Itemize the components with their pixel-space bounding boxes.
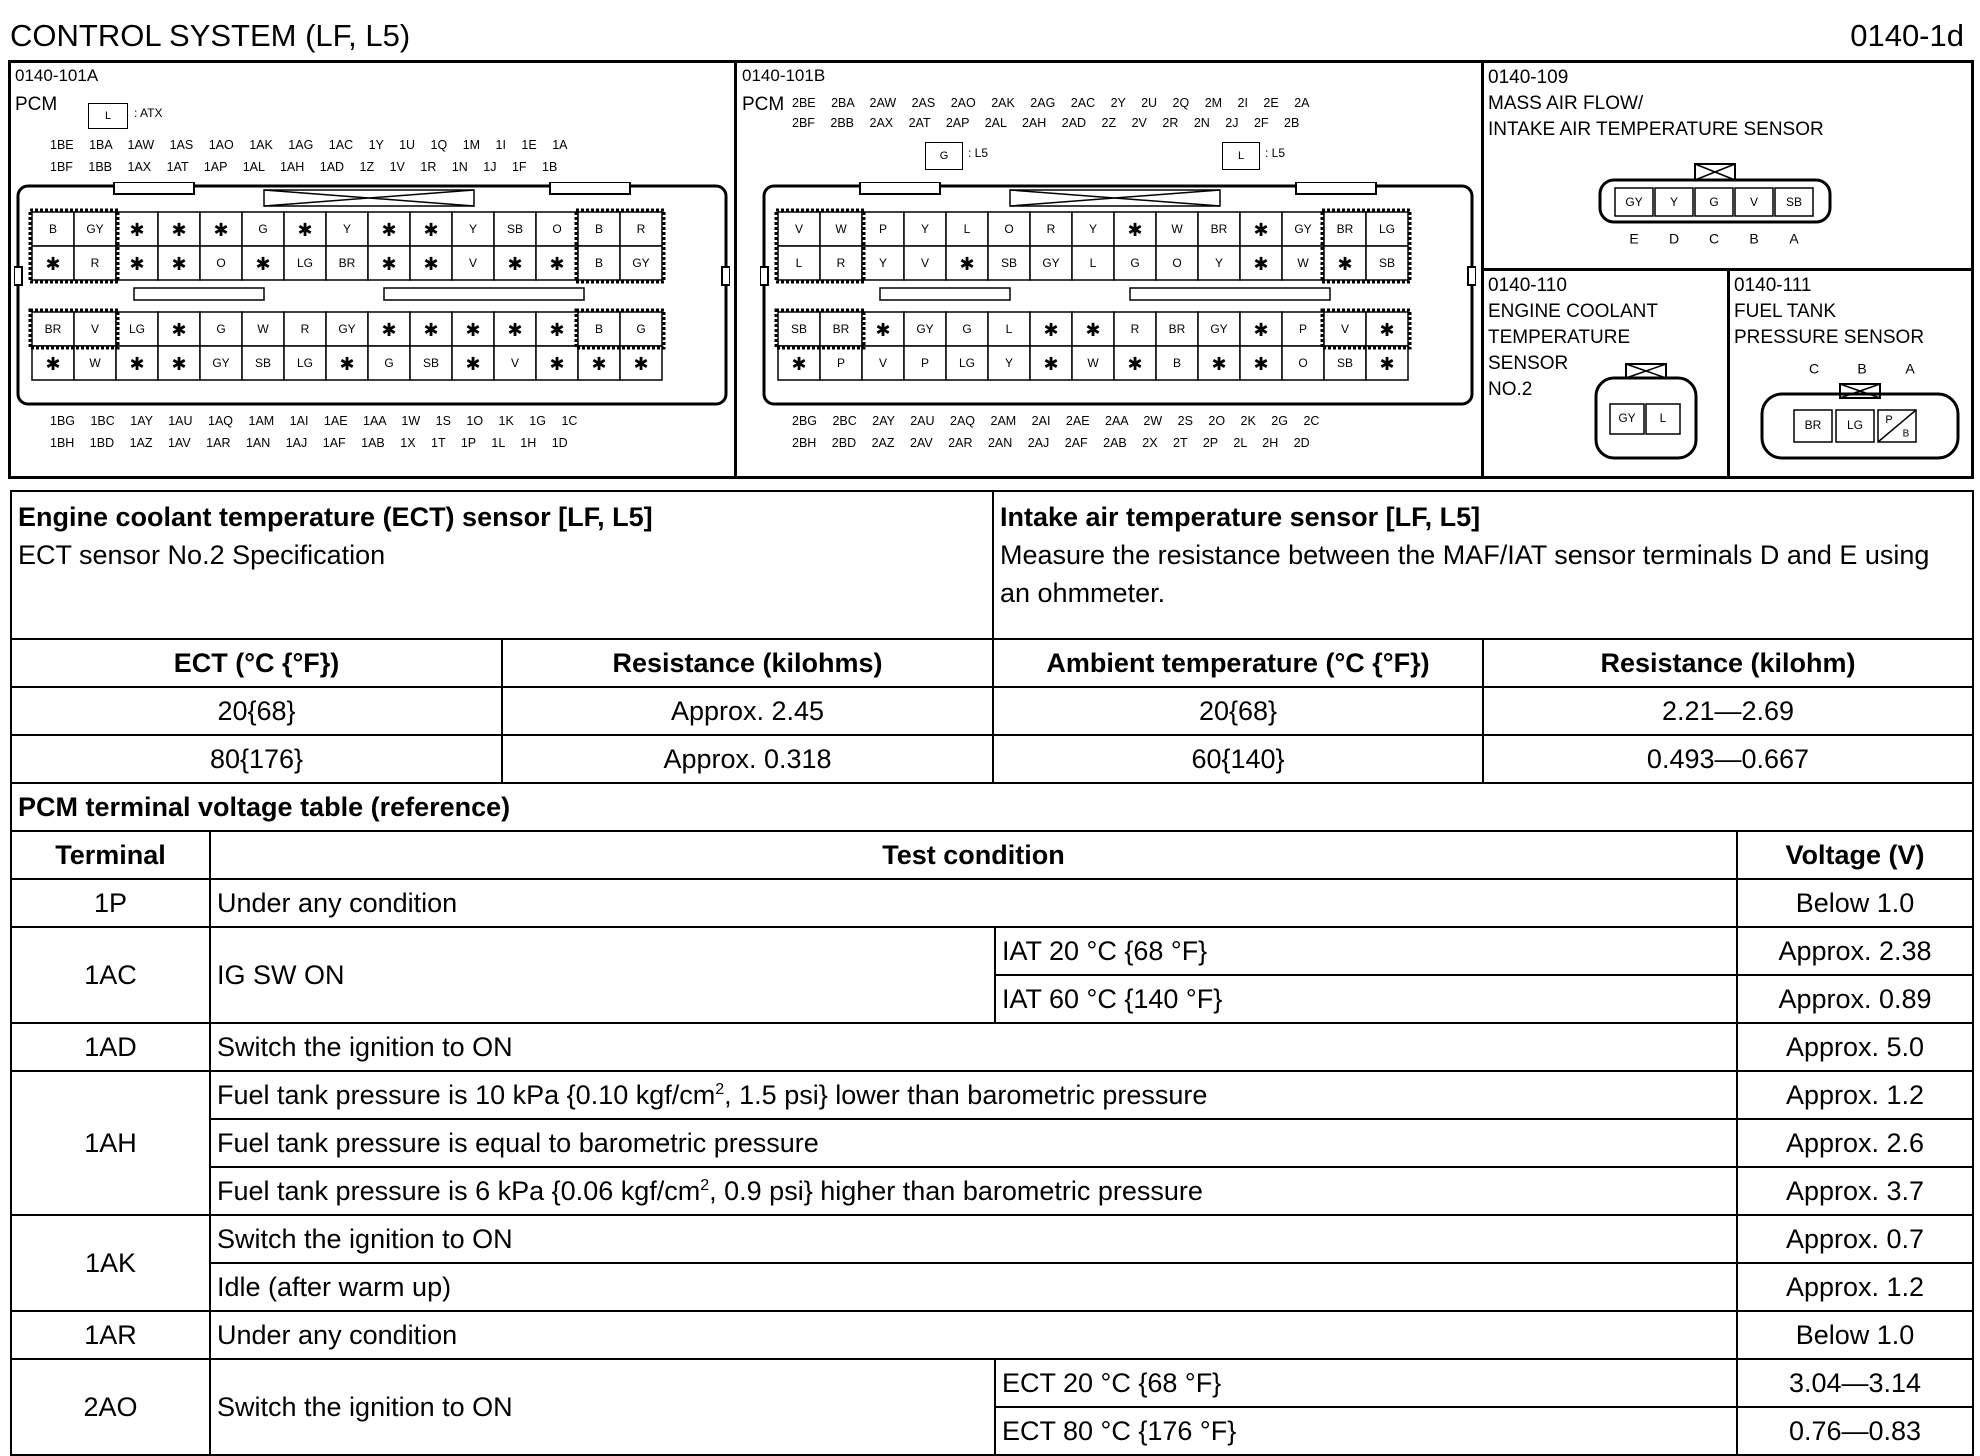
condition-text: , 1.5 psi} lower than barometric pressure (724, 1079, 1208, 1110)
maf-code: 0140-109 (1488, 67, 1569, 88)
conn-a-pin-unused: ✱ (129, 353, 145, 374)
table-row (11, 1023, 1973, 1071)
iat-row2-temp: 60{140} (993, 735, 1483, 783)
conn-b-bot2: 2BH 2BD 2AZ 2AV 2AR 2AN 2AJ 2AF 2AB 2X 2T 2P 2L 2H 2D (792, 436, 1310, 450)
conn-b-pin-color: Y (920, 222, 930, 237)
sub-condition-cell: ECT 80 °C {176 °F} (995, 1407, 1737, 1455)
conn-a-pin-unused: ✱ (129, 219, 145, 240)
maf-pin-color: Y (1669, 195, 1679, 210)
conn-a-pin-color: SB (254, 356, 272, 371)
ect-col-resistance: Resistance (kilohms) (502, 639, 993, 687)
conn-b-key-cross (1010, 190, 1220, 206)
conn-b-pin-color: P (920, 356, 930, 371)
terminal-cell: 1AR (11, 1311, 210, 1359)
condition-cell: Idle (after warm up) (210, 1263, 1737, 1311)
conn-a-pin-color: R (636, 222, 646, 237)
voltage-cell: Below 1.0 (1737, 1311, 1973, 1359)
voltage-cell: Approx. 1.2 (1737, 1071, 1973, 1119)
conn-b-pin-color: W (1087, 356, 1099, 371)
conn-a-pin-color: G (258, 222, 268, 237)
conn-b-pin-color: SB (1378, 256, 1396, 271)
conn-b-pin-unused: ✱ (959, 253, 975, 274)
conn-a-pin-unused: ✱ (549, 319, 565, 340)
maf-connector-diagram (1590, 158, 1850, 250)
conn-a-pin-unused: ✱ (465, 353, 481, 374)
conn-b-latch-left (760, 267, 768, 285)
condition-text: Fuel tank pressure is 10 kPa {0.10 kgf/cm (217, 1079, 716, 1110)
iat-col-resistance: Resistance (kilohm) (1483, 639, 1973, 687)
condition-cell: Under any condition (210, 879, 1737, 927)
iat-row1-res: 2.21—2.69 (1483, 687, 1973, 735)
conn-b-pin-color: BR (1168, 322, 1186, 337)
conn-b-name: PCM (742, 94, 785, 115)
maf-pin-letter: E (1629, 230, 1639, 247)
page-code: 0140-1d (1850, 18, 1964, 53)
conn-b-pin-color: R (1046, 222, 1056, 237)
conn-b-pin-color: GY (1210, 322, 1228, 337)
condition-cell: Under any condition (210, 1311, 1737, 1359)
conn-a-pin-color: O (552, 222, 562, 237)
ect-row1-res: Approx. 2.45 (502, 687, 993, 735)
conn-b-slot-left (880, 288, 1010, 300)
conn-b-pin-color: R (1130, 322, 1140, 337)
conn-a-pin-color: R (300, 322, 310, 337)
conn-b-pin-color: W (835, 222, 847, 237)
conn-a-pin-color: V (468, 256, 478, 271)
conn-a-tag: L (88, 103, 128, 129)
iat-row1-temp: 20{68} (993, 687, 1483, 735)
conn-b-pin-color: L (1005, 322, 1013, 337)
divider-ab (734, 60, 737, 479)
conn-a-key-left (114, 182, 194, 194)
conn-b-pin-unused: ✱ (1253, 319, 1269, 340)
terminal-cell: 1P (11, 879, 210, 927)
conn-a-pin-color: BR (44, 322, 62, 337)
conn-b-pin-color: G (1130, 256, 1140, 271)
conn-a-pin-color: G (384, 356, 394, 371)
conn-b-tag-g: G (925, 142, 963, 170)
maf-pin-color: G (1709, 195, 1719, 210)
conn-a-pin-unused: ✱ (549, 253, 565, 274)
condition-text: , 0.9 psi} higher than barometric pressure (709, 1175, 1203, 1206)
ftp-name-2: PRESSURE SENSOR (1734, 327, 1925, 348)
conn-b-pin-color: W (1171, 222, 1183, 237)
conn-b-key-left (860, 182, 940, 194)
conn-b-pin-color: V (1340, 322, 1350, 337)
ftp-code: 0140-111 (1734, 275, 1812, 296)
conn-a-pin-unused: ✱ (591, 353, 607, 374)
maf-lock-cross (1695, 164, 1735, 180)
conn-b-top1: 2BE 2BA 2AW 2AS 2AO 2AK 2AG 2AC 2Y 2U 2Q 2M 2I 2E 2A (792, 96, 1310, 110)
ect-connector-diagram (1586, 358, 1716, 466)
conn-b-tag-l-note: : L5 (1265, 146, 1286, 160)
conn-a-pin-color: W (257, 322, 269, 337)
voltage-cell: 3.04—3.14 (1737, 1359, 1973, 1407)
conn-b-pin-color: G (962, 322, 972, 337)
conn-b-pin-color: B (1172, 356, 1182, 371)
conn-b-pin-color: P (878, 222, 888, 237)
ftp-name-1: FUEL TANK (1734, 301, 1837, 322)
conn-a-latch-right (722, 267, 730, 285)
ftp-pin-color: P (1885, 413, 1893, 426)
conn-a-bot2: 1BH 1BD 1AZ 1AV 1AR 1AN 1AJ 1AF 1AB 1X 1T 1P 1L 1H 1D (50, 436, 568, 450)
conn-a-tag-note: : ATX (134, 106, 163, 120)
conn-a-pin-unused: ✱ (423, 319, 439, 340)
conn-b-pin-color: P (836, 356, 846, 371)
terminal-cell: 2AO (11, 1359, 210, 1455)
conn-a-pin-unused: ✱ (423, 219, 439, 240)
ect-spec-title: Engine coolant temperature (ECT) sensor [LF, L5] (18, 502, 653, 532)
conn-b-pin-color: Y (1214, 256, 1224, 271)
conn-a-pin-unused: ✱ (45, 253, 61, 274)
iat-spec-title: Intake air temperature sensor [LF, L5] (1000, 502, 1481, 532)
ect-name-1: ENGINE COOLANT (1488, 301, 1658, 322)
voltage-cell: Approx. 2.38 (1737, 927, 1973, 975)
col-terminal: Terminal (11, 831, 210, 879)
voltage-cell: Approx. 5.0 (1737, 1023, 1973, 1071)
conn-a-latch-left (14, 267, 22, 285)
ect-name-4: NO.2 (1488, 379, 1533, 400)
conn-a-pin-color: BR (338, 256, 356, 271)
conn-b-pin-unused: ✱ (875, 319, 891, 340)
table-row (11, 1215, 1973, 1263)
conn-a-pin-color: GY (86, 222, 104, 237)
connector-a-diagram (14, 182, 730, 408)
conn-a-pin-unused: ✱ (507, 319, 523, 340)
conn-a-pin-unused: ✱ (171, 353, 187, 374)
conn-a-pin-color: SB (506, 222, 524, 237)
conn-b-pin-unused: ✱ (1127, 219, 1143, 240)
conn-a-pin-unused: ✱ (45, 353, 61, 374)
conn-b-pin-color: V (878, 356, 888, 371)
conn-b-pin-color: O (1004, 222, 1014, 237)
conn-b-pin-color: LG (1378, 222, 1396, 237)
conn-b-pin-color: GY (1294, 222, 1312, 237)
conn-b-pin-color: SB (1336, 356, 1354, 371)
conn-a-pin-color: Y (342, 222, 352, 237)
conn-b-code: 0140-101B (742, 66, 826, 85)
conn-a-slot-right (384, 288, 584, 300)
conn-a-top2: 1BF 1BB 1AX 1AT 1AP 1AL 1AH 1AD 1Z 1V 1R 1N 1J 1F 1B (50, 160, 558, 174)
conn-b-pin-unused: ✱ (1253, 353, 1269, 374)
conn-a-pin-unused: ✱ (339, 353, 355, 374)
ftp-pin-color: BR (1804, 418, 1822, 433)
divider-ect-ftp (1727, 268, 1730, 479)
terminal-cell: 1AH (11, 1071, 210, 1215)
conn-a-pin-color: SB (422, 356, 440, 371)
page-title: CONTROL SYSTEM (LF, L5) (10, 18, 411, 53)
ftp-pin-color: LG (1846, 418, 1864, 433)
conn-a-pin-unused: ✱ (129, 253, 145, 274)
conn-b-pin-color: O (1298, 356, 1308, 371)
ect-col-temp: ECT (°C {°F}) (11, 639, 502, 687)
conn-b-pin-unused: ✱ (1379, 319, 1395, 340)
voltage-cell: Approx. 3.7 (1737, 1167, 1973, 1215)
conn-a-bot1: 1BG 1BC 1AY 1AU 1AQ 1AM 1AI 1AE 1AA 1W 1S 1O 1K 1G 1C (50, 414, 578, 428)
maf-pin-letter: D (1668, 230, 1680, 247)
voltage-cell: 0.76—0.83 (1737, 1407, 1973, 1455)
ect-lock-cross (1626, 364, 1666, 378)
iat-row2-res: 0.493—0.667 (1483, 735, 1973, 783)
ect-name-2: TEMPERATURE (1488, 327, 1631, 348)
conn-a-pin-unused: ✱ (549, 353, 565, 374)
conn-a-pin-unused: ✱ (171, 219, 187, 240)
conn-a-pin-color: LG (296, 356, 314, 371)
ftp-pin-color: B (1902, 428, 1910, 440)
ect-row1-temp: 20{68} (11, 687, 502, 735)
col-voltage: Voltage (V) (1737, 831, 1973, 879)
conn-a-pin-unused: ✱ (633, 353, 649, 374)
conn-a-pin-color: Y (468, 222, 478, 237)
voltage-title: PCM terminal voltage table (reference) (11, 783, 1973, 831)
condition-cell: Switch the ignition to ON (210, 1023, 1737, 1071)
conn-b-pin-unused: ✱ (791, 353, 807, 374)
conn-a-pin-color: O (216, 256, 226, 271)
condition-cell: IG SW ON (210, 927, 995, 1023)
conn-a-pin-unused: ✱ (297, 219, 313, 240)
conn-b-tag-l: L (1222, 142, 1260, 170)
maf-pin-color: V (1749, 195, 1759, 210)
conn-a-pin-color: B (48, 222, 58, 237)
conn-b-pin-color: W (1297, 256, 1309, 271)
spec-table (10, 490, 1974, 784)
sub-condition-cell: IAT 60 °C {140 °F} (995, 975, 1737, 1023)
conn-a-pin-color: GY (338, 322, 356, 337)
ect-row2-temp: 80{176} (11, 735, 502, 783)
voltage-cell: Approx. 2.6 (1737, 1119, 1973, 1167)
conn-b-pin-color: V (920, 256, 930, 271)
ect-pin-color: L (1659, 411, 1667, 426)
conn-a-top1: 1BE 1BA 1AW 1AS 1AO 1AK 1AG 1AC 1Y 1U 1Q 1M 1I 1E 1A (50, 138, 568, 152)
conn-b-slot-right (1130, 288, 1330, 300)
conn-b-pin-color: V (794, 222, 804, 237)
conn-a-pin-color: W (89, 356, 101, 371)
conn-a-pin-unused: ✱ (213, 219, 229, 240)
ftp-pin-letter: B (1857, 360, 1867, 377)
conn-a-pin-color: R (90, 256, 100, 271)
table-row (11, 1119, 1973, 1167)
iat-col-temp: Ambient temperature (°C {°F}) (993, 639, 1483, 687)
maf-pin-letter: A (1789, 230, 1799, 247)
conn-b-pin-color: L (795, 256, 803, 271)
conn-a-code: 0140-101A (15, 66, 99, 85)
conn-b-tag-g-note: : L5 (968, 146, 989, 160)
ect-row2-res: Approx. 0.318 (502, 735, 993, 783)
conn-a-pin-color: V (90, 322, 100, 337)
table-row (11, 1359, 1973, 1407)
terminal-cell: 1AC (11, 927, 210, 1023)
maf-pin-color: SB (1785, 195, 1803, 210)
maf-name-2: INTAKE AIR TEMPERATURE SENSOR (1488, 119, 1824, 140)
connector-b-diagram (760, 182, 1476, 408)
table-row (11, 1071, 1973, 1119)
conn-b-pin-unused: ✱ (1379, 353, 1395, 374)
conn-b-pin-color: O (1172, 256, 1182, 271)
col-condition: Test condition (210, 831, 1737, 879)
conn-a-pin-unused: ✱ (381, 219, 397, 240)
sub-condition-cell: ECT 20 °C {68 °F} (995, 1359, 1737, 1407)
conn-b-key-right (1296, 182, 1376, 194)
sub-condition-cell: IAT 20 °C {68 °F} (995, 927, 1737, 975)
conn-b-pin-unused: ✱ (1253, 219, 1269, 240)
conn-b-pin-color: SB (790, 322, 808, 337)
conn-b-pin-color: SB (1000, 256, 1018, 271)
conn-b-pin-color: Y (1088, 222, 1098, 237)
table-row (11, 1311, 1973, 1359)
conn-b-pin-color: L (1089, 256, 1097, 271)
conn-b-pin-color: LG (958, 356, 976, 371)
table-row (11, 927, 1973, 975)
conn-a-pin-color: G (636, 322, 646, 337)
maf-pin-letter: B (1749, 230, 1759, 247)
conn-a-pin-color: B (594, 256, 604, 271)
conn-a-pin-unused: ✱ (255, 253, 271, 274)
conn-b-pin-color: L (963, 222, 971, 237)
condition-cell (210, 1167, 1737, 1215)
conn-b-top2: 2BF 2BB 2AX 2AT 2AP 2AL 2AH 2AD 2Z 2V 2R 2N 2J 2F 2B (792, 116, 1300, 130)
conn-b-pin-color: Y (1004, 356, 1014, 371)
ftp-pin-letter: A (1905, 360, 1915, 377)
condition-cell (210, 1071, 1737, 1119)
conn-b-pin-color: GY (1042, 256, 1060, 271)
maf-pin-color: GY (1625, 195, 1643, 210)
ect-spec-heading (11, 491, 993, 639)
conn-b-pin-unused: ✱ (1043, 353, 1059, 374)
maf-pin-letter: C (1708, 230, 1720, 247)
conn-a-pin-color: B (594, 322, 604, 337)
table-row (11, 1263, 1973, 1311)
conn-a-key-right (550, 182, 630, 194)
conn-b-bot1: 2BG 2BC 2AY 2AU 2AQ 2AM 2AI 2AE 2AA 2W 2S 2O 2K 2G 2C (792, 414, 1320, 428)
condition-text: Fuel tank pressure is 6 kPa {0.06 kgf/cm (217, 1175, 701, 1206)
voltage-cell: Below 1.0 (1737, 879, 1973, 927)
condition-cell: Switch the ignition to ON (210, 1215, 1737, 1263)
iat-spec-heading (993, 491, 1973, 639)
conn-b-pin-unused: ✱ (1253, 253, 1269, 274)
conn-b-pin-unused: ✱ (1337, 253, 1353, 274)
conn-a-pin-color: LG (296, 256, 314, 271)
conn-a-pin-unused: ✱ (507, 253, 523, 274)
table-row (11, 1167, 1973, 1215)
ftp-lock-cross (1840, 384, 1880, 398)
conn-a-pin-color: V (510, 356, 520, 371)
voltage-cell: Approx. 0.89 (1737, 975, 1973, 1023)
conn-a-pin-color: B (594, 222, 604, 237)
condition-cell: Fuel tank pressure is equal to barometric pressure (210, 1119, 1737, 1167)
terminal-cell: 1AK (11, 1215, 210, 1311)
voltage-cell: Approx. 1.2 (1737, 1263, 1973, 1311)
conn-b-pin-unused: ✱ (1211, 353, 1227, 374)
conn-b-pin-unused: ✱ (1085, 319, 1101, 340)
condition-cell: Switch the ignition to ON (210, 1359, 995, 1455)
conn-a-pin-unused: ✱ (381, 253, 397, 274)
conn-b-pin-color: BR (832, 322, 850, 337)
conn-a-pin-color: GY (212, 356, 230, 371)
conn-b-latch-right (1468, 267, 1476, 285)
conn-b-pin-color: BR (1336, 222, 1354, 237)
superscript: 2 (700, 1176, 710, 1194)
conn-a-pin-unused: ✱ (423, 253, 439, 274)
ftp-pin-letter: C (1808, 360, 1820, 377)
ect-name-3: SENSOR (1488, 353, 1569, 374)
ect-pin-color: GY (1618, 411, 1636, 426)
conn-a-pin-color: G (216, 322, 226, 337)
conn-a-pin-color: LG (128, 322, 146, 337)
voltage-table (10, 782, 1974, 1456)
conn-b-pin-unused: ✱ (1043, 319, 1059, 340)
conn-a-pin-color: GY (632, 256, 650, 271)
ect-code: 0140-110 (1488, 275, 1567, 296)
conn-a-key-cross (264, 190, 474, 206)
conn-a-pin-unused: ✱ (171, 253, 187, 274)
ftp-connector-diagram (1756, 358, 1966, 466)
voltage-cell: Approx. 0.7 (1737, 1215, 1973, 1263)
superscript: 2 (715, 1080, 725, 1098)
maf-name-1: MASS AIR FLOW/ (1488, 93, 1644, 114)
conn-b-pin-color: P (1298, 322, 1308, 337)
conn-b-pin-unused: ✱ (1127, 353, 1143, 374)
conn-a-pin-unused: ✱ (381, 319, 397, 340)
table-row (11, 879, 1973, 927)
conn-a-pin-unused: ✱ (465, 319, 481, 340)
conn-a-slot-left (134, 288, 264, 300)
terminal-cell: 1AD (11, 1023, 210, 1071)
ect-spec-subtitle: ECT sensor No.2 Specification (18, 540, 386, 570)
conn-a-name: PCM (15, 94, 58, 115)
iat-spec-desc: Measure the resistance between the MAF/IAT sensor terminals D and E using an ohmmeter. (1000, 540, 1930, 608)
conn-b-pin-color: BR (1210, 222, 1228, 237)
conn-b-pin-color: R (836, 256, 846, 271)
conn-b-pin-color: Y (878, 256, 888, 271)
conn-b-pin-color: GY (916, 322, 934, 337)
conn-a-pin-unused: ✱ (171, 319, 187, 340)
